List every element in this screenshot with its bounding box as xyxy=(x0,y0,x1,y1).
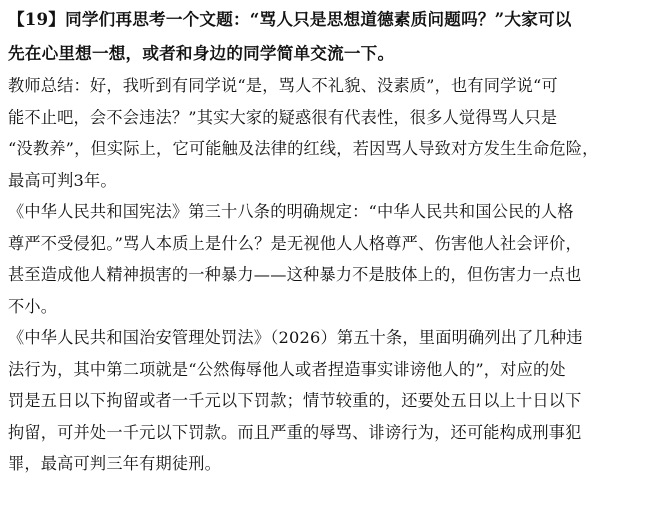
security-law-line-5: 罪，最高可判三年有期徒刑。 xyxy=(8,454,222,473)
question-line-1: 【19】同学们再思考一个文题：“骂人只是思想道德素质问题吗？”大家可以 xyxy=(8,9,572,29)
summary-line-1: 教师总结：好，我听到有同学说“是，骂人不礼貌、没素质”，也有同学说“可 xyxy=(8,76,558,95)
teacher-summary-paragraph xyxy=(8,70,658,196)
question-line-2: 先在心里想一想，或者和身边的同学简单交流一下。 xyxy=(8,43,395,63)
constitution-line-1: 《中华人民共和国宪法》第三十八条的明确规定：“中华人民共和国公民的人格 xyxy=(8,202,574,221)
question-paragraph xyxy=(8,2,658,70)
security-law-line-3: 罚是五日以下拘留或者一千元以下罚款；情节较重的，还要处五日以上十日以下 xyxy=(8,391,582,410)
summary-line-2: 能不止吧，会不会违法？”其实大家的疑惑很有代表性，很多人觉得骂人只是 xyxy=(8,107,558,127)
security-law-line-2: 法行为，其中第二项就是“公然侮辱他人或者捏造事实诽谤他人的”，对应的处 xyxy=(8,359,566,379)
summary-line-3: “没教养”，但实际上，它可能触及法律的红线，若因骂人导致对方发生生命危险， xyxy=(8,139,599,158)
document-body xyxy=(8,2,658,480)
summary-line-4: 最高可判3年。 xyxy=(8,170,117,190)
security-law-paragraph xyxy=(8,322,658,480)
constitution-line-3: 甚至造成他人精神损害的一种暴力——这种暴力不是肢体上的，但伤害力一点也 xyxy=(8,265,582,284)
security-law-line-4: 拘留，可并处一千元以下罚款。而且严重的辱骂、诽谤行为，还可能构成刑事犯 xyxy=(8,422,582,442)
constitution-line-4: 不小。 xyxy=(8,296,58,316)
constitution-line-2: 尊严不受侵犯。”骂人本质上是什么？是无视他人人格尊严、伤害他人社会评价， xyxy=(8,233,582,253)
constitution-paragraph xyxy=(8,196,658,322)
security-law-line-1: 《中华人民共和国治安管理处罚法》（2026）第五十条，里面明确列出了几种违 xyxy=(8,328,583,347)
